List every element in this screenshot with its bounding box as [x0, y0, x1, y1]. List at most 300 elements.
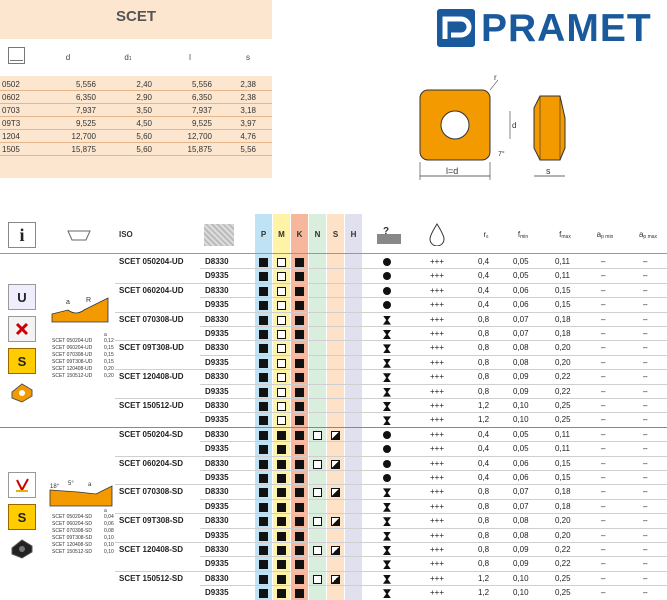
material-mark-P: [259, 431, 268, 440]
corner-radius: 0,8: [478, 487, 490, 497]
material-mark-K: [295, 560, 304, 569]
ud-chipbreaker-profile: [50, 292, 112, 330]
row-line: [115, 369, 667, 370]
feed-min: 0,09: [513, 372, 529, 382]
row-line: [115, 456, 667, 457]
corner-radius: 0,4: [478, 271, 490, 281]
a-list-name: SCET 050204-SD: [52, 514, 92, 520]
ap-max: –: [643, 257, 648, 266]
feed-rating: +++: [430, 573, 445, 583]
machining-condition-icon: [374, 224, 404, 246]
feed-max: 0,22: [555, 545, 571, 554]
condition-hourglass-icon: [383, 517, 391, 526]
material-mark-S: [331, 431, 340, 440]
condition-dot-icon: [383, 272, 391, 280]
ap-min: –: [601, 343, 606, 353]
condition-hourglass-icon: [383, 532, 391, 541]
ap-min: –: [601, 444, 606, 454]
ap-max: –: [643, 415, 648, 425]
header-fmin: f min: [517, 229, 529, 240]
row-line: [115, 312, 667, 313]
insert-iso-name: SCET 120408-UD: [119, 372, 184, 382]
grade-name: D8330: [205, 487, 229, 497]
a-list-value: 0,10: [104, 542, 114, 548]
ap-min: –: [601, 573, 606, 583]
ap-min: –: [601, 473, 606, 482]
feed-min: 0,08: [513, 343, 529, 353]
ap-min: –: [601, 429, 606, 439]
material-mark-K: [295, 373, 304, 382]
feed-min: 0,09: [513, 386, 529, 396]
material-mark-M: [277, 330, 286, 339]
dim-value: 3,50: [136, 106, 152, 115]
feed-min: 0,05: [513, 444, 529, 454]
grade-name: D8330: [205, 516, 229, 526]
material-mark-M: [277, 560, 286, 569]
ap-min: –: [601, 545, 606, 554]
material-mark-P: [259, 546, 268, 555]
feed-min: 0,07: [513, 487, 529, 497]
dim-value: 3,97: [240, 119, 256, 128]
condition-hourglass-icon: [383, 560, 391, 569]
ap-max: –: [643, 501, 648, 511]
dim-value: 12,700: [71, 132, 96, 141]
grade-name: D8330: [205, 314, 229, 324]
feed-min: 0,05: [513, 429, 529, 439]
condition-hourglass-icon: [383, 589, 391, 598]
feed-max: 0,22: [555, 386, 571, 396]
a-list-value: 0,10: [104, 549, 114, 555]
grade-name: D8330: [205, 372, 229, 382]
header-iso: ISO: [119, 229, 133, 239]
corner-radius: 0,8: [478, 343, 490, 353]
ap-max: –: [643, 271, 648, 281]
grade-name: D8330: [205, 401, 229, 410]
dim-value: 6,350: [75, 93, 96, 102]
corner-radius: 1,2: [478, 415, 490, 425]
material-mark-K: [295, 402, 304, 411]
label-l-eq-d: l=d: [446, 166, 459, 176]
feed-rating: +++: [430, 372, 445, 382]
material-mark-M: [277, 532, 286, 541]
header-K: K: [296, 229, 303, 239]
grade-name: D8330: [205, 343, 229, 353]
a-list-value: 0,15: [104, 345, 114, 351]
grade-name: D9335: [205, 559, 229, 569]
feed-max: 0,15: [555, 473, 571, 482]
ud-label-a: a: [66, 299, 70, 306]
material-mark-M: [277, 316, 286, 325]
header-P: P: [260, 229, 267, 239]
ap-max: –: [643, 300, 648, 310]
material-mark-M: [277, 517, 286, 526]
feed-rating: +++: [430, 444, 445, 454]
material-mark-K: [295, 445, 304, 454]
insert-iso-name: SCET 150512-UD: [119, 401, 184, 410]
feed-min: 0,10: [513, 401, 529, 410]
insert-iso-name: SCET 09T308-SD: [119, 516, 184, 526]
ap-min: –: [601, 314, 606, 324]
material-mark-K: [295, 503, 304, 512]
material-mark-M: [277, 272, 286, 281]
grade-name: D9335: [205, 473, 229, 482]
material-mark-M: [277, 474, 286, 483]
material-mark-P: [259, 575, 268, 584]
a-list-name: SCET 120408-SD: [52, 542, 92, 548]
feed-min: 0,10: [513, 573, 529, 583]
condition-hourglass-icon: [383, 373, 391, 382]
ap-max: –: [643, 372, 648, 382]
material-mark-M: [277, 431, 286, 440]
sd-label-a: a: [88, 482, 92, 488]
dimension-row: [0, 143, 272, 156]
corner-radius: 0,8: [478, 545, 490, 554]
feed-rating: +++: [430, 473, 445, 482]
grade-name: D9335: [205, 271, 229, 281]
material-mark-P: [259, 301, 268, 310]
material-mark-S: [331, 575, 340, 584]
insert-iso-name: SCET 070308-UD: [119, 314, 184, 324]
feed-rating: +++: [430, 329, 445, 338]
col-header-l: l: [189, 53, 191, 62]
condition-hourglass-icon: [383, 344, 391, 353]
feed-max: 0,11: [555, 271, 570, 281]
grade-name: D9335: [205, 530, 229, 540]
condition-hourglass-icon: [383, 388, 391, 397]
a-list-value: 0,10: [104, 535, 114, 541]
dimension-table: [0, 0, 272, 178]
material-mark-K: [295, 589, 304, 598]
ap-max: –: [643, 458, 648, 468]
feed-min: 0,07: [513, 501, 529, 511]
material-mark-P: [259, 258, 268, 267]
corner-radius: 1,2: [478, 573, 490, 583]
feed-rating: +++: [430, 314, 445, 324]
feed-rating: +++: [430, 343, 445, 353]
a-list-name: SCET 150512-SD: [52, 549, 92, 555]
insert-black-icon: [8, 536, 36, 562]
material-mark-M: [277, 546, 286, 555]
feed-max: 0,15: [555, 285, 571, 295]
feed-min: 0,09: [513, 545, 529, 554]
condition-hourglass-icon: [383, 416, 391, 425]
feed-max: 0,11: [555, 429, 570, 439]
material-mark-P: [259, 388, 268, 397]
dim-value: 2,38: [240, 80, 256, 89]
condition-hourglass-icon: [383, 359, 391, 368]
s-badge-icon: S: [8, 348, 36, 374]
corner-radius: 0,4: [478, 257, 490, 266]
ap-max: –: [643, 329, 648, 338]
material-mark-M: [277, 503, 286, 512]
material-mark-P: [259, 474, 268, 483]
material-mark-M: [277, 416, 286, 425]
label-d: d: [512, 121, 517, 130]
dim-value: 5,556: [191, 80, 212, 89]
feed-rating: +++: [430, 271, 445, 281]
feed-max: 0,25: [555, 588, 571, 598]
material-mark-M: [277, 460, 286, 469]
feed-rating: +++: [430, 487, 445, 497]
header-fmax: f max: [559, 229, 571, 240]
corner-radius: 0,8: [478, 501, 490, 511]
feed-max: 0,22: [555, 372, 571, 382]
insert-iso-name: SCET 070308-SD: [119, 487, 184, 497]
ud-label-R: R: [86, 297, 92, 304]
feed-max: 0,15: [555, 458, 571, 468]
material-mark-M: [277, 575, 286, 584]
condition-hourglass-icon: [383, 316, 391, 325]
material-mark-P: [259, 344, 268, 353]
grade-name: D9335: [205, 300, 229, 310]
feed-max: 0,22: [555, 559, 571, 569]
ap-max: –: [643, 530, 648, 540]
material-mark-N: [313, 431, 322, 440]
condition-dot-icon: [383, 258, 391, 266]
a-list-name: SCET 060204-SD: [52, 521, 92, 527]
material-mark-K: [295, 460, 304, 469]
feed-min: 0,07: [513, 314, 529, 324]
feed-min: 0,06: [513, 285, 529, 295]
dim-value: 5,60: [136, 132, 152, 141]
feed-rating: +++: [430, 458, 445, 468]
material-mark-M: [277, 287, 286, 296]
material-mark-K: [295, 272, 304, 281]
material-mark-K: [295, 474, 304, 483]
a-list-name: SCET 120408-UD: [52, 366, 93, 372]
row-line: [115, 398, 667, 399]
ap-max: –: [643, 343, 648, 353]
dim-value: 2,38: [240, 93, 256, 102]
ap-min: –: [601, 300, 606, 310]
ap-max: –: [643, 473, 648, 482]
feed-rating: +++: [430, 501, 445, 511]
dimension-row: [0, 130, 272, 143]
label-angle: 7°: [498, 151, 505, 158]
header-M: M: [278, 229, 285, 239]
material-mark-P: [259, 373, 268, 382]
main-table-header: [0, 214, 667, 254]
dim-code: 1204: [2, 132, 20, 141]
grade-material-icon: [204, 224, 234, 246]
condition-hourglass-icon: [383, 503, 391, 512]
dim-value: 5,56: [240, 145, 256, 154]
material-mark-P: [259, 488, 268, 497]
feed-min: 0,08: [513, 530, 529, 540]
col-header-d: d: [65, 53, 71, 62]
ap-max: –: [643, 386, 648, 396]
dim-value: 15,875: [71, 145, 96, 154]
feed-min: 0,08: [513, 357, 529, 367]
material-mark-M: [277, 258, 286, 267]
material-mark-S: [331, 546, 340, 555]
material-mark-P: [259, 560, 268, 569]
material-mark-K: [295, 532, 304, 541]
material-mark-K: [295, 575, 304, 584]
dim-value: 3,18: [240, 106, 256, 115]
dim-value: 7,937: [75, 106, 96, 115]
ap-min: –: [601, 588, 606, 598]
grade-name: D8330: [205, 429, 229, 439]
ap-max: –: [643, 357, 648, 367]
a-list-value: 0,20: [104, 366, 114, 372]
material-mark-S: [331, 460, 340, 469]
material-mark-M: [277, 359, 286, 368]
ap-min: –: [601, 501, 606, 511]
ap-max: –: [643, 444, 648, 454]
dimension-row: [0, 78, 272, 91]
feed-max: 0,25: [555, 415, 571, 425]
feed-min: 0,08: [513, 516, 529, 526]
material-mark-M: [277, 301, 286, 310]
material-mark-M: [277, 373, 286, 382]
feed-rating: +++: [430, 530, 445, 540]
material-mark-K: [295, 431, 304, 440]
header-apmax: a p max: [638, 229, 658, 240]
condition-hourglass-icon: [383, 488, 391, 497]
dim-value: 12,700: [187, 132, 212, 141]
dim-code: 09T3: [2, 119, 21, 128]
condition-dot-icon: [383, 301, 391, 309]
material-mark-M: [277, 388, 286, 397]
material-mark-S: [331, 517, 340, 526]
check-red-icon: [8, 472, 36, 498]
grade-name: D8330: [205, 257, 229, 266]
insert-orange-icon: [8, 380, 36, 406]
material-mark-S: [331, 488, 340, 497]
pramet-logo: [437, 7, 659, 53]
feed-rating: +++: [430, 257, 445, 266]
condition-dot-icon: [383, 445, 391, 453]
dim-value: 6,350: [191, 93, 212, 102]
header-N: N: [314, 229, 321, 239]
corner-radius: 0,8: [478, 516, 490, 526]
a-list-name: SCET 060204-UD: [52, 345, 93, 351]
row-line: [115, 484, 667, 485]
dim-code: 1505: [2, 145, 20, 154]
ap-min: –: [601, 458, 606, 468]
a-list-name: SCET 070308-SD: [52, 528, 92, 534]
feed-min: 0,10: [513, 588, 529, 598]
grade-name: D9335: [205, 588, 229, 598]
material-mark-P: [259, 416, 268, 425]
corner-radius: 0,8: [478, 314, 490, 324]
material-mark-P: [259, 402, 268, 411]
material-mark-K: [295, 330, 304, 339]
dim-value: 4,76: [240, 132, 256, 141]
dimension-table-title: SCET: [115, 8, 156, 25]
corner-radius: 0,4: [478, 444, 490, 454]
material-mark-M: [277, 402, 286, 411]
ap-max: –: [643, 487, 648, 497]
feed-max: 0,11: [555, 257, 570, 266]
insert-drawing: [400, 68, 590, 188]
dim-code: 0502: [2, 80, 20, 89]
dimension-row: [0, 104, 272, 117]
row-line: [115, 340, 667, 341]
sd-chipbreaker-profile: [48, 478, 114, 508]
col-header-s: s: [246, 53, 250, 62]
dim-value: 5,556: [75, 80, 96, 89]
a-list-name: SCET 150512-UD: [52, 373, 93, 379]
condition-hourglass-icon: [383, 546, 391, 555]
ap-min: –: [601, 530, 606, 540]
corner-radius: 0,4: [478, 300, 490, 310]
row-line: [115, 542, 667, 543]
ap-max: –: [643, 401, 648, 410]
a-list-value: 0,12: [104, 338, 114, 344]
a-list-name: SCET 050204-UD: [52, 338, 93, 344]
main-table: [0, 214, 667, 600]
feed-rating: +++: [430, 386, 445, 396]
row-line: [115, 513, 667, 514]
insert-iso-name: SCET 060204-SD: [119, 458, 184, 468]
condition-hourglass-icon: [383, 575, 391, 584]
grade-name: D8330: [205, 545, 229, 554]
ap-max: –: [643, 588, 648, 598]
dim-code: 0602: [2, 93, 20, 102]
material-mark-M: [277, 445, 286, 454]
material-mark-K: [295, 344, 304, 353]
ap-min: –: [601, 285, 606, 295]
insert-iso-name: SCET 050204-UD: [119, 257, 184, 266]
condition-dot-icon: [383, 460, 391, 468]
header-S: S: [332, 229, 339, 239]
insert-iso-name: SCET 060204-UD: [119, 285, 184, 295]
corner-radius: 0,4: [478, 473, 490, 482]
row-line: [115, 571, 667, 572]
a-list-name: SCET 070308-UD: [52, 352, 93, 358]
corner-radius: 0,4: [478, 285, 490, 295]
logo-text: PRAMET: [481, 7, 652, 50]
a-list-name: SCET 09T308-UD: [52, 359, 93, 365]
insert-icon: [8, 47, 25, 64]
col-header-d1: d1: [124, 53, 132, 62]
ap-max: –: [643, 285, 648, 295]
ap-min: –: [601, 329, 606, 338]
a-list-value: 0,20: [104, 373, 114, 379]
sd-angle2: 5°: [68, 481, 74, 487]
corner-radius: 0,8: [478, 386, 490, 396]
condition-dot-icon: [383, 431, 391, 439]
logo-mark-icon: [437, 9, 475, 47]
grade-name: D9335: [205, 444, 229, 454]
condition-dot-icon: [383, 287, 391, 295]
feed-min: 0,05: [513, 257, 529, 266]
feed-min: 0,06: [513, 473, 529, 482]
a-list-name: SCET 09T308-SD: [52, 535, 93, 541]
material-mark-P: [259, 445, 268, 454]
dim-code: 0703: [2, 106, 20, 115]
feed-min: 0,09: [513, 559, 529, 569]
ap-min: –: [601, 271, 606, 281]
ap-min: –: [601, 415, 606, 425]
feed-rating: +++: [430, 300, 445, 310]
a-list-value: 0,06: [104, 521, 114, 527]
header-re: r ε: [483, 229, 489, 240]
material-mark-P: [259, 272, 268, 281]
feed-rating: +++: [430, 588, 445, 598]
condition-dot-icon: [383, 474, 391, 482]
feed-max: 0,20: [555, 357, 571, 367]
feed-rating: +++: [430, 559, 445, 569]
feed-max: 0,15: [555, 300, 571, 310]
corner-radius: 0,8: [478, 357, 490, 367]
feed-min: 0,06: [513, 458, 529, 468]
material-mark-K: [295, 388, 304, 397]
feed-max: 0,18: [555, 501, 571, 511]
ap-min: –: [601, 372, 606, 382]
